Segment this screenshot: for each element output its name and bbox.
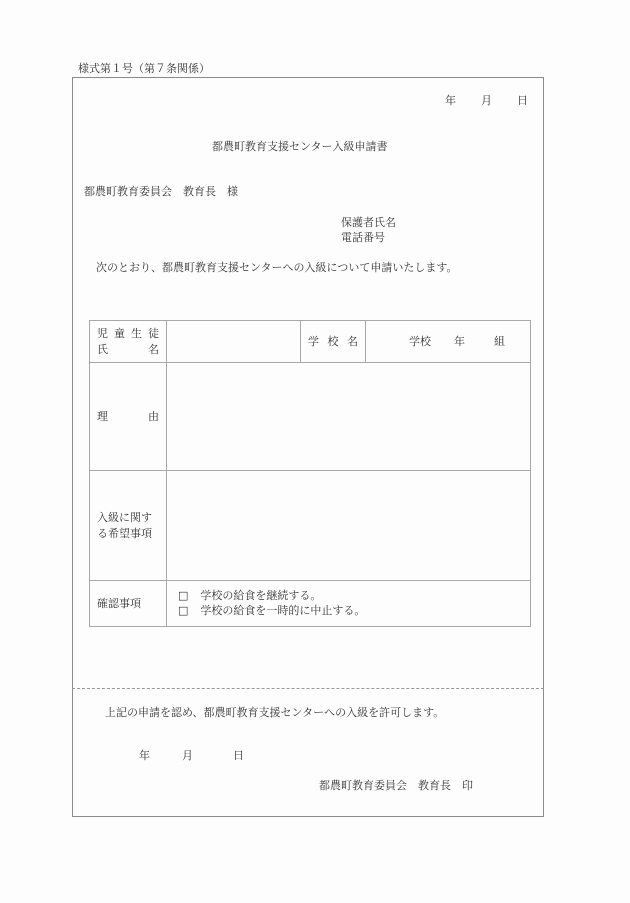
confirm-label: 確認事項 bbox=[90, 581, 167, 627]
option-suspend-lunch[interactable]: □ 学校の給食を一時的に中止する。 bbox=[178, 603, 366, 617]
reason-field[interactable] bbox=[167, 363, 531, 471]
checkbox-icon[interactable]: □ bbox=[178, 603, 189, 617]
phone-label: 電話番号 bbox=[341, 231, 385, 244]
student-name-field[interactable] bbox=[167, 321, 301, 363]
date-day: 日 bbox=[517, 94, 528, 107]
school-grade-class-field[interactable]: 学校 年 組 bbox=[366, 321, 531, 363]
approval-text: 上記の申請を認め、都農町教育支援センターへの入級を許可します。 bbox=[105, 706, 445, 719]
approval-date-year: 年 bbox=[139, 749, 150, 762]
wishes-field[interactable] bbox=[167, 471, 531, 581]
date-month: 月 bbox=[481, 94, 492, 107]
wishes-label: 入級に関す る希望事項 bbox=[90, 471, 167, 581]
school-name-label: 学 校 名 bbox=[301, 321, 366, 363]
approval-date-day: 日 bbox=[233, 749, 244, 762]
guardian-name-label: 保護者氏名 bbox=[341, 216, 396, 229]
student-name-label: 児 童 生 徒 氏 名 bbox=[90, 321, 167, 363]
confirm-options bbox=[167, 581, 531, 627]
checkbox-icon[interactable]: □ bbox=[178, 589, 189, 603]
approval-date-month: 月 bbox=[182, 749, 193, 762]
option-continue-lunch[interactable]: □ 学校の給食を継続する。 bbox=[178, 589, 322, 603]
approval-signature: 都農町教育委員会 教育長 印 bbox=[319, 779, 473, 792]
application-table bbox=[89, 320, 531, 627]
date-year: 年 bbox=[445, 94, 456, 107]
cut-line-divider bbox=[72, 688, 544, 689]
document-title: 都農町教育支援センター入級申請書 bbox=[212, 140, 388, 153]
addressee: 都農町教育委員会 教育長 様 bbox=[84, 185, 238, 198]
reason-label: 理 由 bbox=[90, 363, 167, 471]
form-number: 様式第１号（第７条関係） bbox=[78, 62, 210, 75]
intro-text: 次のとおり、都農町教育支援センターへの入級について申請いたします。 bbox=[96, 261, 458, 274]
